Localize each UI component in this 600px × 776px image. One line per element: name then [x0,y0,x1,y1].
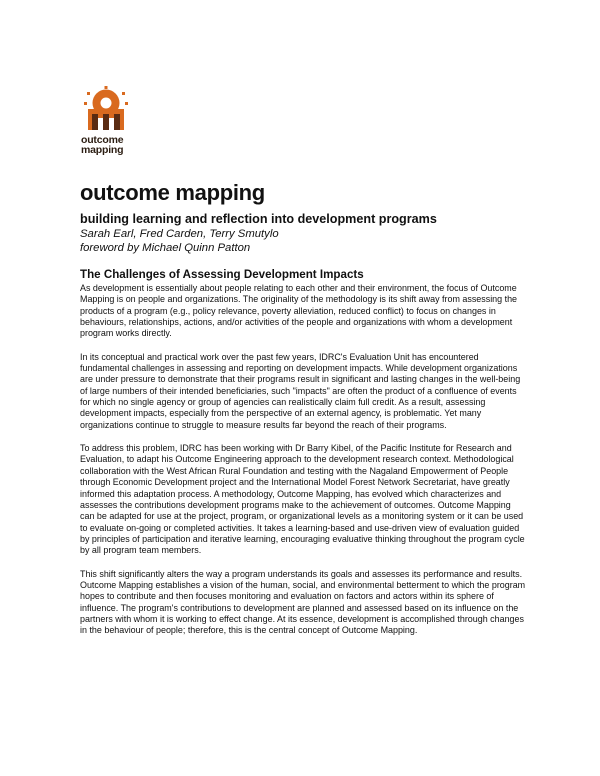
paragraph-2: In its conceptual and practical work over the past few years, IDRC's Evaluation Unit has encountered fundamental challenges in assessing and reporting on development impacts. While development organizations are under pressure to demonstrate that their programs result in significant and lasting changes in the well-being of large numbers of their intended beneficiaries, such "impacts" are often the product of a confluence of events for which no single agency or group of agencies can realistically claim full credit. As a result, assessing development impacts, especially from the perspective of an external agency, is problematic. Yet many organizations continue to struggle to measure results far beyond the reach of their programs. [80,351,521,430]
logo-mark-icon [81,86,131,132]
section-heading: The Challenges of Assessing Development Impacts [80,268,364,281]
paragraph-4: This shift significantly alters the way a program understands its goals and assesses its performance and results. Outcome Mapping establishes a vision of the human, social, and environmental betterment to which the program hopes to contribute and then focuses monitoring and evaluation on factors and actors within its sphere of influence. The program's contributions to development are planned and assessed based on its influence on the partners with whom it is working to effect change. At its essence, development is accomplished through changes in the behaviour of people; therefore, this is the central concept of Outcome Mapping. [80,568,526,636]
document-title: outcome mapping [80,180,265,205]
document-subtitle: building learning and reflection into development programs [80,212,437,226]
paragraph-3: To address this problem, IDRC has been working with Dr Barry Kibel, of the Pacific Institute for Research and Evaluation, to adapt his Outcome Engineering approach to the development research context. Methodological collaboration with the West African Rural Foundation and testing with the Nagaland Empowerment of People through Economic Development project and the International Model Forest Network Secretariat, have greatly informed this adaptation process. A methodology, Outcome Mapping, has evolved which characterizes and assesses the contributions development programs make to the achievement of outcomes. Outcome Mapping can be adapted for use at the project, program, or organizational levels as a monitoring system or it can be used to evaluate on-going or completed activities. It takes a learning-based and use-driven view of evaluation guided by principles of participation and iterative learning, encouraging evaluative thinking throughout the program cycle by all program team members. [80,443,525,556]
body-text [80,283,526,649]
paragraph-1: As development is essentially about people relating to each other and their environment, the focus of Outcome Mapping is on people and organizations. The originality of the methodology is its shift away from assessing the products of a program (e.g., policy relevance, poverty alleviation, reduced conflict) to focus on changes in behaviours, relationships, actions, and/or activities of the people and organizations with whom a development program works directly. [80,283,518,339]
outcome-mapping-logo [81,86,135,155]
logo-line-2: mapping [81,144,124,156]
authors-line: Sarah Earl, Fred Carden, Terry Smutylo [80,228,279,240]
logo-line-1: outcome [81,134,124,146]
foreword-line: foreword by Michael Quinn Patton [80,242,251,254]
